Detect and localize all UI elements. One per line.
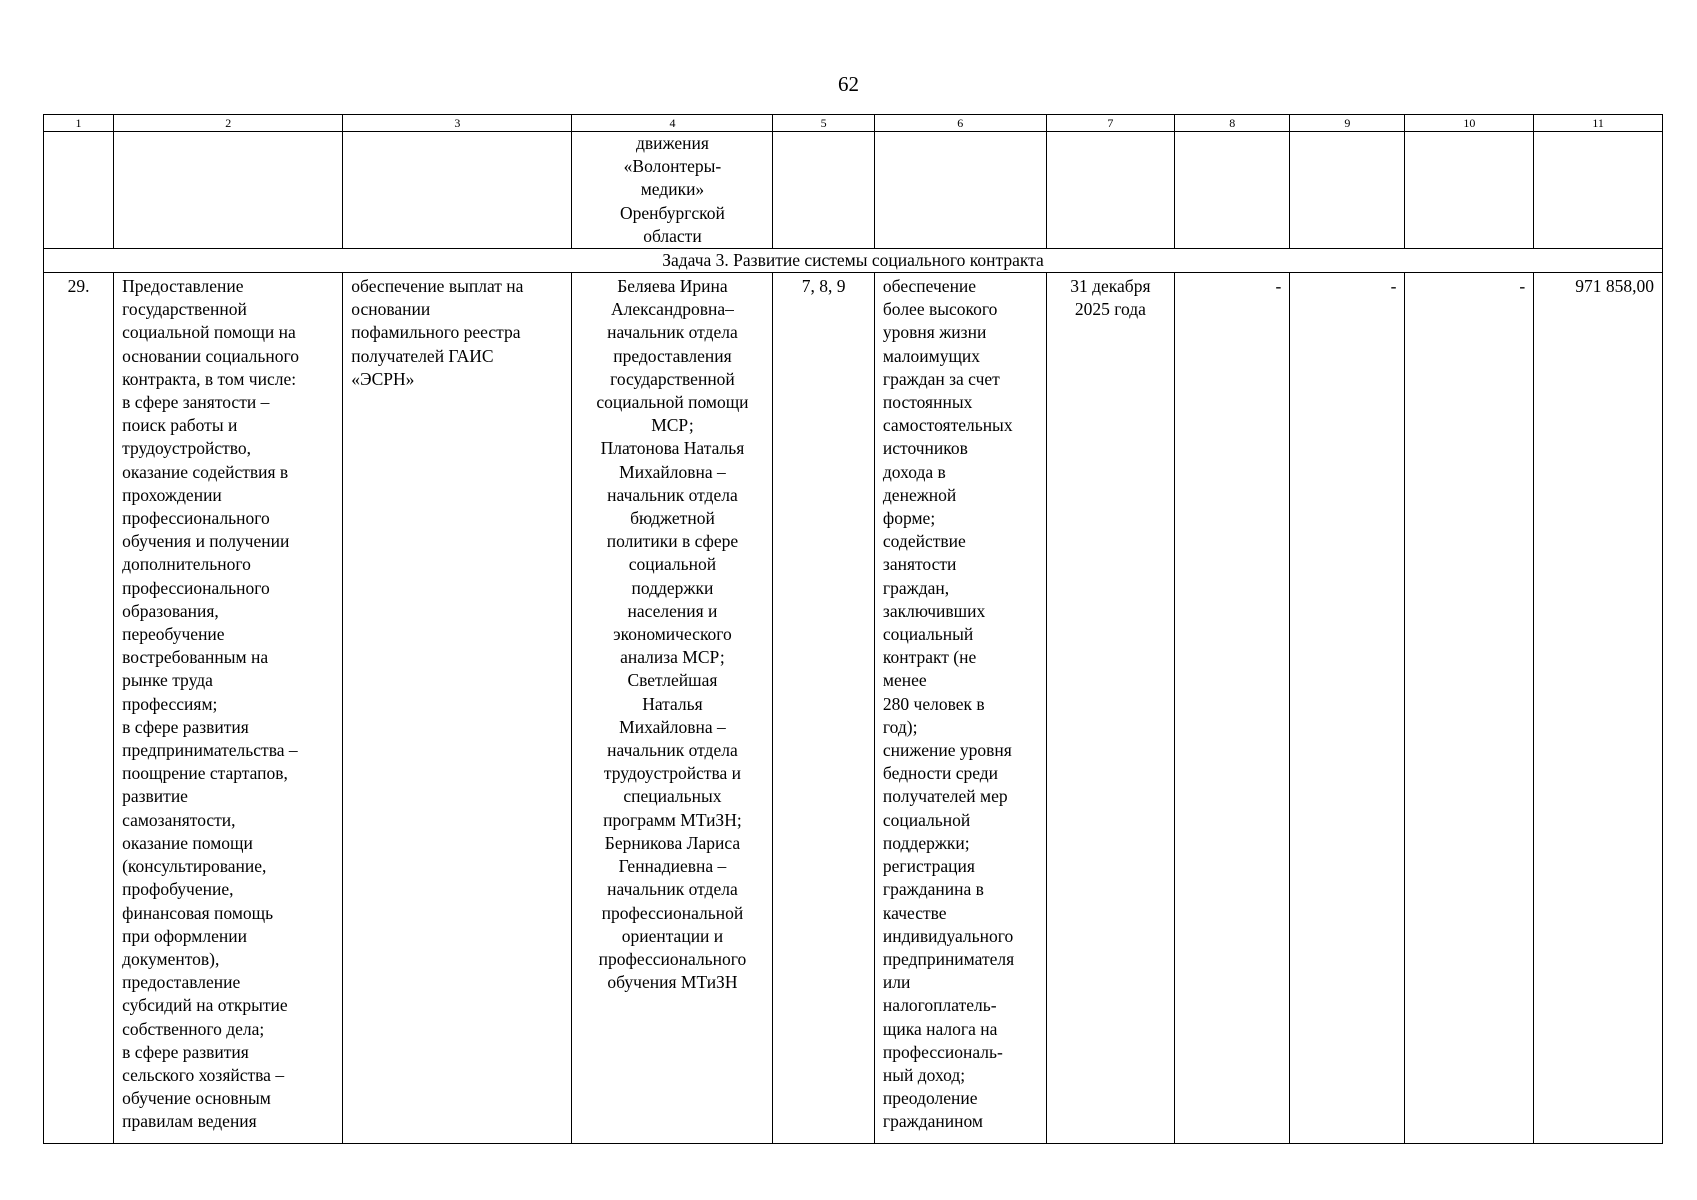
text-line: Геннадиевна – — [618, 856, 727, 877]
text-line: щика налога на — [882, 1018, 998, 1039]
text-line: развитие — [122, 786, 188, 807]
text-line: гражданином — [882, 1111, 983, 1132]
text-line: медики» — [640, 179, 705, 200]
cell-empty — [874, 132, 1046, 249]
text-line: Платонова Наталья — [600, 438, 745, 459]
text-line: предоставление — [122, 972, 241, 993]
text-line: форме; — [882, 508, 936, 529]
text-line: «Волонтеры- — [623, 156, 722, 177]
text-line: получателей ГАИС — [351, 345, 494, 366]
column-number: 2 — [114, 115, 343, 132]
text-line: бюджетной — [630, 508, 715, 529]
cell-empty — [343, 132, 572, 249]
text-line: граждан, — [882, 577, 950, 598]
text-line: начальник отдела — [607, 322, 738, 343]
text-line: содействие — [882, 531, 966, 552]
cell-empty — [1175, 132, 1290, 249]
text-line: Наталья — [642, 693, 703, 714]
text-line: обучение основным — [122, 1088, 271, 1109]
text-line: движения — [635, 133, 709, 153]
task-heading-row — [44, 249, 1663, 273]
text-line: социальной — [628, 554, 717, 575]
text-line: налогоплатель- — [882, 995, 997, 1016]
text-line: поддержки; — [882, 832, 970, 853]
text-line: заключивших — [882, 600, 986, 621]
text-line: индивидуального — [882, 925, 1014, 946]
cell-empty — [1046, 132, 1175, 249]
program-table — [43, 114, 1663, 1144]
text-line: предпринимателя — [882, 948, 1015, 969]
text-line: трудоустройства и — [603, 763, 742, 784]
expected-result-cell — [874, 273, 1046, 1144]
text-line: контракта, в том числе: — [122, 368, 297, 389]
text-line: обеспечение — [882, 276, 977, 297]
text-line: области — [643, 225, 702, 246]
text-line: Предоставление — [122, 276, 244, 297]
indicator-links-cell: 7, 8, 9 — [773, 273, 875, 1144]
text-line: оказание помощи — [122, 832, 253, 853]
text-line: профессионального — [122, 508, 270, 529]
text-line: предоставления — [613, 345, 732, 366]
text-line: Оренбургской — [619, 202, 725, 223]
mechanism-cell — [343, 273, 572, 1144]
text-line: МСР; — [651, 415, 694, 436]
text-line: гражданина в — [882, 879, 984, 900]
text-line: специальных — [623, 786, 722, 807]
text-line: ориентации и — [621, 925, 724, 946]
text-line: 280 человек в — [882, 693, 985, 714]
text-line: пофамильного реестра — [351, 322, 521, 343]
text-line: обучения МТиЗН — [607, 972, 738, 993]
text-line: социальной — [882, 809, 971, 830]
measure-description-cell — [114, 273, 343, 1144]
text-line: дополнительного — [122, 554, 251, 575]
cell-empty — [114, 132, 343, 249]
text-line: контракт (не — [882, 647, 977, 668]
text-line: уровня жизни — [882, 322, 987, 343]
text-line: профессионального — [598, 948, 747, 969]
text-line: получателей мер — [882, 786, 1008, 807]
text-line: «ЭСРН» — [351, 368, 415, 389]
text-line: анализа МСР; — [620, 647, 725, 668]
deadline-cell — [1046, 273, 1175, 1144]
text-line: основании — [351, 299, 431, 320]
text-line: Берникова Лариса — [604, 832, 741, 853]
text-line: менее — [882, 670, 927, 691]
text-line: государственной — [122, 299, 247, 320]
cell-empty — [44, 132, 114, 249]
text-line: образования, — [122, 600, 219, 621]
text-line: регистрация — [882, 856, 975, 877]
text-line: обучения и получении — [122, 531, 290, 552]
text-line: поощрение стартапов, — [122, 763, 288, 784]
text-line: трудоустройство, — [122, 438, 252, 459]
table-row — [44, 273, 1663, 1144]
text-line: социальной помощи — [596, 392, 749, 413]
text-line: поддержки — [631, 577, 714, 598]
responsible-cell — [572, 273, 773, 1144]
column-number-row — [44, 115, 1663, 132]
cell-empty — [1290, 132, 1405, 249]
text-line: Михайловна – — [619, 461, 726, 482]
text-line: начальник отдела — [607, 740, 738, 761]
text-line: Светлейшая — [627, 670, 718, 691]
text-line: бедности среди — [882, 763, 999, 784]
text-line: начальник отдела — [607, 879, 738, 900]
funding-amount-cell: 971 858,00 — [1534, 273, 1663, 1144]
text-line: Александровна– — [611, 299, 734, 320]
text-line: населения и — [627, 600, 718, 621]
text-line: социальный — [882, 624, 974, 645]
text-line: Михайловна – — [619, 716, 726, 737]
text-line: государственной — [610, 368, 735, 389]
column-number: 1 — [44, 115, 114, 132]
text-line: правилам ведения — [122, 1111, 257, 1132]
text-line: или — [882, 972, 911, 993]
column-number: 3 — [343, 115, 572, 132]
text-line: 2025 года — [1074, 299, 1146, 320]
text-line: постоянных — [882, 392, 973, 413]
value-cell-9: - — [1290, 273, 1405, 1144]
text-line: обеспечение выплат на — [351, 276, 524, 297]
column-number: 6 — [874, 115, 1046, 132]
column-number: 9 — [1290, 115, 1405, 132]
value-cell-8: - — [1175, 273, 1290, 1144]
text-line: предпринимательства – — [122, 740, 298, 761]
responsible-cell-continued — [572, 132, 773, 249]
text-line: преодоление — [882, 1088, 978, 1109]
cell-empty — [1534, 132, 1663, 249]
text-line: профобучение, — [122, 879, 234, 900]
column-number: 8 — [1175, 115, 1290, 132]
text-line: финансовая помощь — [122, 902, 274, 923]
text-line: прохождении — [122, 484, 222, 505]
text-line: документов), — [122, 948, 220, 969]
text-line: Беляева Ирина — [617, 276, 728, 297]
text-line: программ МТиЗН; — [603, 809, 742, 830]
text-line: рынке труда — [122, 670, 213, 691]
text-line: поиск работы и — [122, 415, 238, 436]
column-number: 7 — [1046, 115, 1175, 132]
page-number: 62 — [838, 72, 859, 96]
text-line: собственного дела; — [122, 1018, 265, 1039]
text-line: ный доход; — [882, 1064, 966, 1085]
text-line: в сфере развития — [122, 716, 249, 737]
text-line: снижение уровня — [882, 740, 1012, 761]
text-line: профессионального — [122, 577, 270, 598]
text-line: в сфере развития — [122, 1041, 249, 1062]
column-number: 4 — [572, 115, 773, 132]
text-line: самостоятельных — [882, 415, 1013, 436]
text-line: профессиям; — [122, 693, 218, 714]
text-line: сельского хозяйства – — [122, 1064, 285, 1085]
text-line: профессиональной — [601, 902, 744, 923]
text-line: самозанятости, — [122, 809, 236, 830]
text-line: начальник отдела — [607, 484, 738, 505]
text-line: профессиональ- — [882, 1041, 1003, 1062]
cell-empty — [1405, 132, 1534, 249]
text-line: востребованным на — [122, 647, 269, 668]
task-heading: Задача 3. Развитие системы социального контракта — [44, 249, 1663, 273]
column-number: 10 — [1405, 115, 1534, 132]
text-line: источников — [882, 438, 968, 459]
text-line: дохода в — [882, 461, 946, 482]
cell-empty — [773, 132, 875, 249]
text-line: субсидий на открытие — [122, 995, 288, 1016]
text-line: (консультирование, — [122, 856, 267, 877]
text-line: при оформлении — [122, 925, 247, 946]
text-line: социальной помощи на — [122, 322, 296, 343]
text-line: малоимущих — [882, 345, 981, 366]
text-line: основании социального — [122, 345, 299, 366]
text-line: переобучение — [122, 624, 225, 645]
text-line: политики в сфере — [606, 531, 739, 552]
column-number: 5 — [773, 115, 875, 132]
text-line: год); — [882, 716, 918, 737]
continuation-row — [44, 132, 1663, 249]
text-line: денежной — [882, 484, 957, 505]
row-number: 29. — [44, 273, 114, 1144]
text-line: экономического — [613, 624, 732, 645]
column-number: 11 — [1534, 115, 1663, 132]
text-line: качестве — [882, 902, 947, 923]
text-line: в сфере занятости – — [122, 392, 270, 413]
text-line: оказание содействия в — [122, 461, 289, 482]
value-cell-10: - — [1405, 273, 1534, 1144]
text-line: 31 декабря — [1070, 276, 1151, 297]
text-line: граждан за счет — [882, 368, 1000, 389]
text-line: занятости — [882, 554, 957, 575]
text-line: более высокого — [882, 299, 998, 320]
